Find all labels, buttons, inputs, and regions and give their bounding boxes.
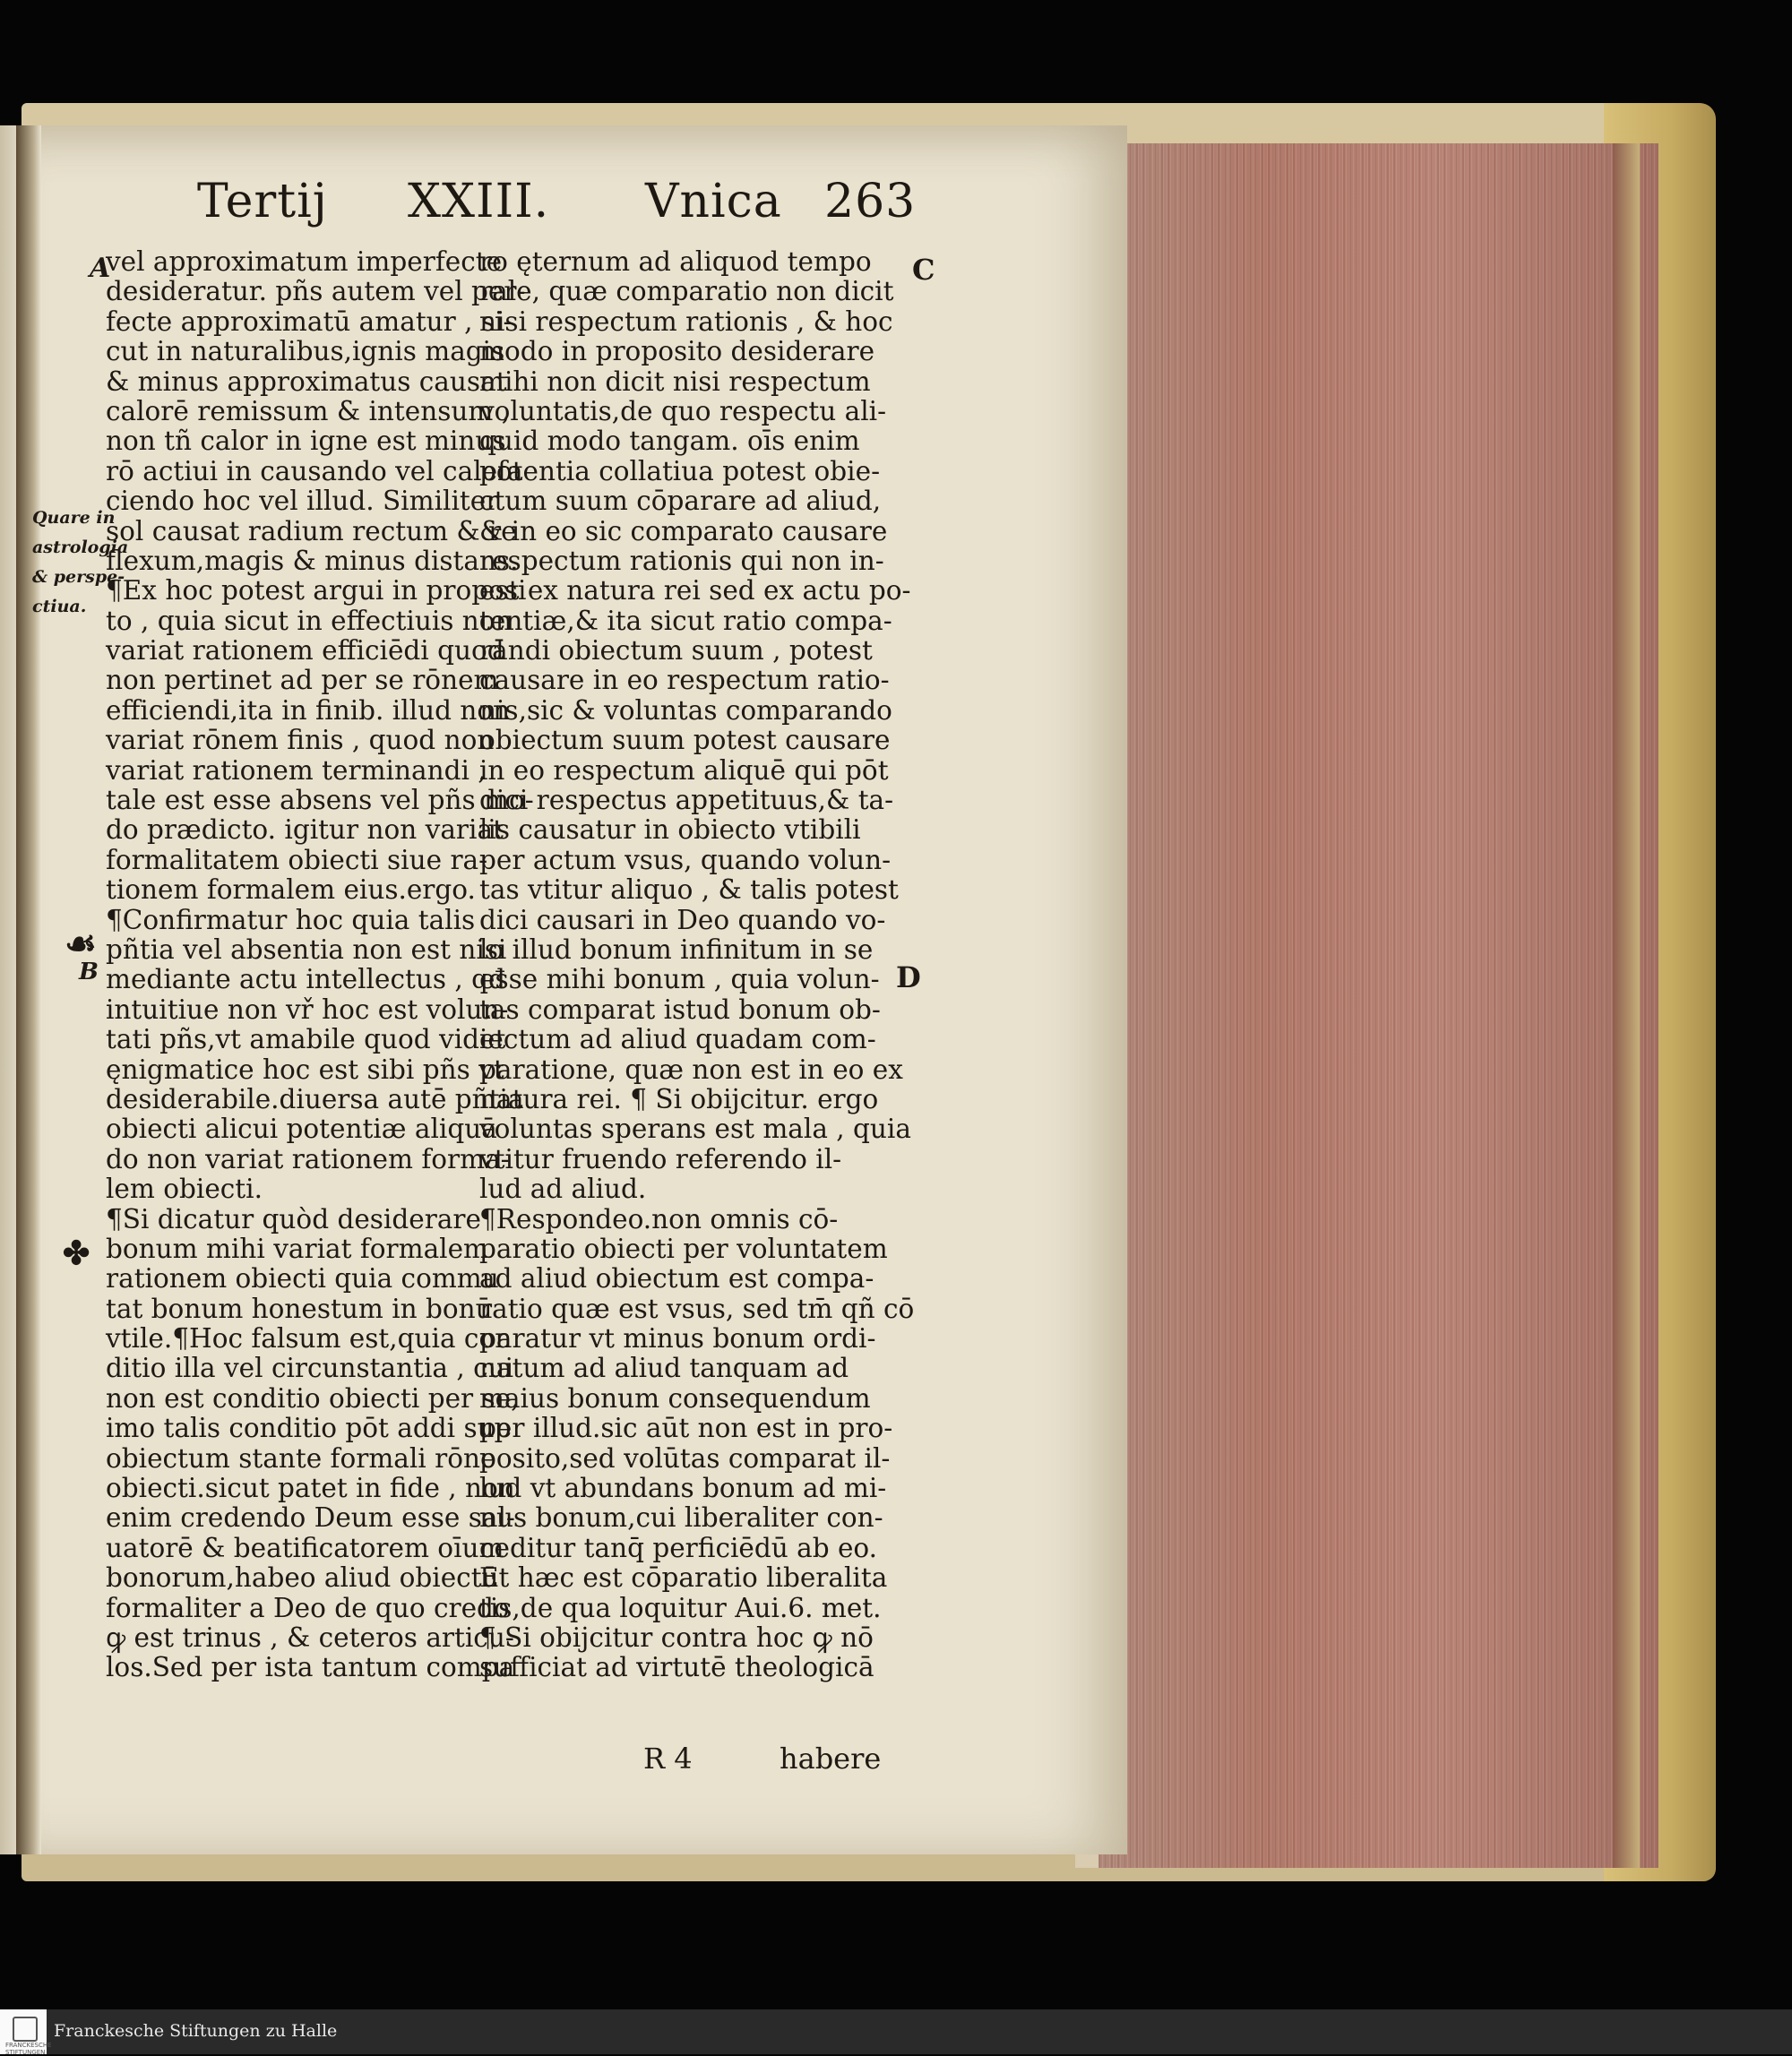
text-line: obiecti.sicut patet in fide , non <box>106 1473 515 1504</box>
fore-edge <box>1075 143 1658 1868</box>
text-line: ¶Ex hoc potest argui in proposi <box>106 575 527 606</box>
text-line: voluntatis,de quo respectu ali- <box>479 395 887 426</box>
text-line: ¶ Si obijcitur contra hoc ꝙ nō <box>479 1622 874 1653</box>
text-line: lis causatur in obiecto vtibili <box>479 814 861 846</box>
margin-note-line: ctiua. <box>32 597 87 616</box>
text-line: per illud.sic aūt non est in pro- <box>479 1413 893 1444</box>
text-line: ꝙ est trinus , & ceteros articu- <box>106 1622 514 1653</box>
text-line: maius bonum consequendum <box>479 1382 871 1414</box>
text-line: lem obiecti. <box>106 1174 263 1205</box>
text-line: formalitatem obiecti siue ra- <box>106 844 488 875</box>
text-line: potentia collatiua potest obie- <box>479 455 881 486</box>
text-line: los.Sed per ista tantum compa <box>106 1652 515 1683</box>
text-line: desideratur. pñs autem vel per- <box>106 276 526 307</box>
logo-icon <box>13 2017 38 2042</box>
text-line: do prædicto. igitur non variat <box>106 814 504 846</box>
text-line: Et hæc est cōparatio liberalita <box>479 1562 888 1594</box>
text-line: modo in proposito desiderare <box>479 336 875 367</box>
text-line: lo illud bonum infinitum in se <box>479 933 874 965</box>
text-line: pñtia vel absentia non est nisi <box>106 933 507 965</box>
text-line: rale, quæ comparatio non dicit <box>479 276 894 307</box>
text-line: ratio quæ est vsus, sed tm̄ qñ cō <box>479 1293 915 1324</box>
text-line: voluntas sperans est mala , quia <box>479 1114 911 1145</box>
margin-letter-b: B <box>79 959 99 985</box>
text-line: lud vt abundans bonum ad mi- <box>479 1473 887 1504</box>
text-line: variat rōnem finis , quod non <box>106 725 495 756</box>
text-line: calorē remissum & intensum , <box>106 395 511 426</box>
text-line: variat rationem efficiēdi quod <box>106 635 504 667</box>
margin-letter-c: C <box>912 253 935 287</box>
text-line: non pertinet ad per se rōnem <box>106 665 499 696</box>
text-line: uatorē & beatificatorem oīum <box>106 1532 504 1563</box>
text-line: enim credendo Deum esse sal- <box>106 1502 515 1534</box>
text-line: tis,de qua loquitur Aui.6. met. <box>479 1592 882 1623</box>
text-line: tati pñs,vt amabile quod videt <box>106 1024 506 1055</box>
text-line: mediante actu intellectus , qđ <box>106 964 505 995</box>
text-line: bonum mihi variat formalem <box>106 1233 489 1264</box>
text-line: bonorum,habeo aliud obiectū <box>106 1562 499 1594</box>
signature-mark: R 4 <box>643 1742 693 1776</box>
text-line: respectum rationis qui non in- <box>479 545 884 576</box>
running-head-right: Vnica <box>645 175 782 228</box>
text-line: ctum suum cōparare ad aliud, <box>479 486 882 517</box>
text-line: ciendo hoc vel illud. Similiter <box>106 486 499 517</box>
text-line: natura rei. ¶ Si obijcitur. ergo <box>479 1083 879 1114</box>
text-line: non tñ calor in igne est minus <box>106 426 506 457</box>
text-line: sol causat radium rectum & re <box>106 515 517 546</box>
text-line: flexum,magis & minus distans. <box>106 545 519 576</box>
text-line: mihi non dicit nisi respectum <box>479 366 871 397</box>
text-line: lud ad aliud. <box>479 1174 647 1205</box>
text-line: per actum vsus, quando volun- <box>479 844 892 875</box>
pilcrow-ornament: ☙ <box>65 923 97 965</box>
margin-note-line: Quare in <box>32 508 116 528</box>
text-line: do non variat rationem forma- <box>106 1143 510 1174</box>
text-line: ¶Respondeo.non omnis cō- <box>479 1203 839 1234</box>
text-line: & in eo sic comparato causare <box>479 515 888 546</box>
text-line: esse mihi bonum , quia volun- <box>479 964 880 995</box>
text-line: rationem obiecti quia commu <box>106 1263 499 1295</box>
text-line: nus bonum,cui liberaliter con- <box>479 1502 883 1534</box>
text-line: in eo respectum aliquē qui pōt <box>479 754 889 786</box>
text-line: tas comparat istud bonum ob- <box>479 994 881 1025</box>
text-line: tionem formalem eius.ergo. <box>106 874 476 906</box>
margin-note-line: & perspe- <box>32 567 125 587</box>
page-gutter <box>16 125 41 1854</box>
text-line: tas vtitur aliquo , & talis potest <box>479 874 899 906</box>
text-line: est ex natura rei sed ex actu po- <box>479 575 911 606</box>
text-line: dici respectus appetituus,& ta- <box>479 785 894 816</box>
margin-letter-d: D <box>896 960 921 994</box>
running-head-center: XXIII. <box>408 175 550 228</box>
text-line: paratione, quæ non est in eo ex <box>479 1054 903 1085</box>
text-line: & minus approximatus causat <box>106 366 507 397</box>
text-line: tale est esse absens vel pñs mo- <box>106 785 534 816</box>
text-line: sufficiat ad virtutē theologicā <box>479 1652 874 1683</box>
text-line: ¶Confirmatur hoc quia talis <box>106 904 476 935</box>
text-line: obiectum stante formali rōne <box>106 1442 496 1474</box>
credit-text: Franckesche Stiftungen zu Halle <box>54 2021 338 2041</box>
text-line: imo talis conditio pōt addi sup <box>106 1413 512 1444</box>
text-line: rō actiui in causando vel calefa <box>106 455 523 486</box>
text-line: rāndi obiectum suum , potest <box>479 635 873 667</box>
fore-edge-shadow <box>1613 143 1640 1868</box>
text-line: ro ęternum ad aliquod tempo <box>479 246 872 277</box>
text-line: obiecti alicui potentiæ aliquā <box>106 1114 497 1145</box>
text-line: ditio illa vel circunstantia , cui <box>106 1353 514 1384</box>
logo-text: FRANCKESCHE STIFTUNGEN <box>5 2042 52 2056</box>
text-line: ceditur tanq̄ perficiēdū ab eo. <box>479 1532 878 1563</box>
text-line: posito,sed volūtas comparat il- <box>479 1442 891 1474</box>
text-line: vtile.¶Hoc falsum est,quia con <box>106 1323 513 1355</box>
text-line: obiectum suum potest causare <box>479 725 891 756</box>
text-line: quid modo tangam. oīs enim <box>479 426 860 457</box>
text-line: nis,sic & voluntas comparando <box>479 694 892 726</box>
text-column-left <box>106 247 534 1683</box>
text-line: paratur vt minus bonum ordi- <box>479 1323 876 1355</box>
text-line: ęnigmatice hoc est sibi pñs vt <box>106 1054 504 1085</box>
text-line: vtitur fruendo referendo il- <box>479 1143 842 1174</box>
text-line: ad aliud obiectum est compa- <box>479 1263 874 1295</box>
text-line: dici causari in Deo quando vo- <box>479 904 886 935</box>
text-line: iectum ad aliud quadam com- <box>479 1024 876 1055</box>
text-line: natum ad aliud tanquam ad <box>479 1353 849 1384</box>
running-head-left: Tertij <box>197 175 328 228</box>
text-line: causare in eo respectum ratio- <box>479 665 890 696</box>
text-line: efficiendi,ita in finib. illud non <box>106 694 511 726</box>
text-line: nisi respectum rationis , & hoc <box>479 305 893 337</box>
text-line: paratio obiecti per voluntatem <box>479 1233 888 1264</box>
margin-letter-a: A <box>90 253 111 284</box>
text-line: formaliter a Deo de quo credo <box>106 1592 510 1623</box>
text-line: variat rationem terminandi , <box>106 754 487 786</box>
text-line: vel approximatum imperfecte <box>106 246 503 277</box>
margin-note-line: astrologia <box>32 538 129 557</box>
fleuron-ornament: ✤ <box>63 1234 90 1272</box>
text-line: cut in naturalibus,ignis magis <box>106 336 505 367</box>
text-column-right <box>479 247 914 1683</box>
text-line: tentiæ,& ita sicut ratio compa- <box>479 605 892 636</box>
text-line: fecte approximatū amatur , si- <box>106 305 513 337</box>
text-line: non est conditio obiecti per se, <box>106 1382 520 1414</box>
text-line: tat bonum honestum in bonū <box>106 1293 493 1324</box>
catchword: habere <box>780 1742 882 1776</box>
institution-logo <box>0 2009 52 2056</box>
text-line: desiderabile.diuersa autē pñtia <box>106 1083 524 1114</box>
page-number: 263 <box>824 175 917 228</box>
text-line: intuitiue non vř hoc est volun- <box>106 994 509 1025</box>
text-line: to , quia sicut in effectiuis non <box>106 605 513 636</box>
text-line: ¶Si dicatur quòd desiderare <box>106 1203 481 1234</box>
